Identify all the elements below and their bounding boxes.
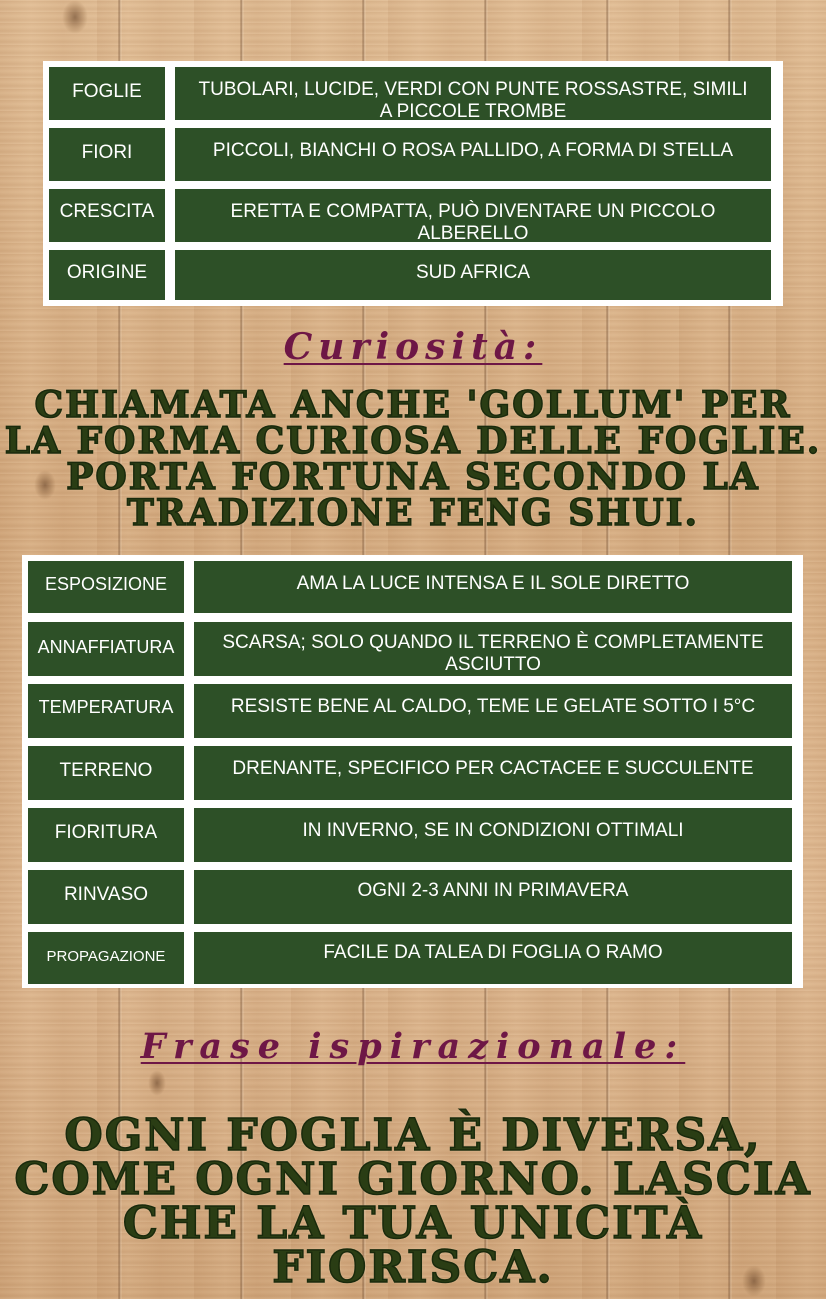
table-value-foglie: TUBOLARI, LUCIDE, VERDI CON PUNTE ROSSASTRE, SIMILI A PICCOLE TROMBE xyxy=(172,64,774,123)
frase-text: OGNI FOGLIA È DIVERSA, COME OGNI GIORNO. LASCIA CHE LA TUA UNICITÀ FIORISCA. xyxy=(14,1110,812,1293)
table-value-annaffiatura: SCARSA; SOLO QUANDO IL TERRENO È COMPLETAMENTE ASCIUTTO xyxy=(191,619,795,679)
table-label-rinvaso: RINVASO xyxy=(25,867,187,927)
table-value-esposizione: AMA LA LUCE INTENSA E IL SOLE DIRETTO xyxy=(191,558,795,616)
table-label-temperatura: TEMPERATURA xyxy=(25,681,187,741)
table-value-rinvaso: OGNI 2-3 ANNI IN PRIMAVERA xyxy=(191,867,795,927)
wood-knot-decoration xyxy=(62,0,88,34)
wood-knot-decoration xyxy=(148,1070,166,1096)
curiosita-heading: Curiosità: xyxy=(283,326,543,368)
table-label-origine: ORIGINE xyxy=(46,247,168,303)
table-value-temperatura: RESISTE BENE AL CALDO, TEME LE GELATE SOTTO I 5°C xyxy=(191,681,795,741)
table-value-fioritura: IN INVERNO, SE IN CONDIZIONI OTTIMALI xyxy=(191,805,795,865)
table-label-crescita: CRESCITA xyxy=(46,186,168,245)
frase-heading: Frase ispirazionale: xyxy=(140,1026,686,1067)
table-label-annaffiatura: ANNAFFIATURA xyxy=(25,619,187,679)
table-label-terreno: TERRENO xyxy=(25,743,187,803)
table-label-fioritura: FIORITURA xyxy=(25,805,187,865)
table-value-propagazione: FACILE DA TALEA DI FOGLIA O RAMO xyxy=(191,929,795,987)
table-label-esposizione: ESPOSIZIONE xyxy=(25,558,187,616)
table-value-fiori: PICCOLI, BIANCHI O ROSA PALLIDO, A FORMA DI STELLA xyxy=(172,125,774,184)
table-label-propagazione: PROPAGAZIONE xyxy=(25,929,187,987)
curiosita-text: CHIAMATA ANCHE 'GOLLUM' PER LA FORMA CURIOSA DELLE FOGLIE. PORTA FORTUNA SECONDO LA TRADIZIONE FENG SHUI. xyxy=(4,384,822,534)
info-table-top xyxy=(43,61,783,306)
table-value-terreno: DRENANTE, SPECIFICO PER CACTACEE E SUCCULENTE xyxy=(191,743,795,803)
table-value-crescita: ERETTA E COMPATTA, PUÒ DIVENTARE UN PICCOLO ALBERELLO xyxy=(172,186,774,245)
table-label-fiori: FIORI xyxy=(46,125,168,184)
table-label-foglie: FOGLIE xyxy=(46,64,168,123)
table-value-origine: SUD AFRICA xyxy=(172,247,774,303)
info-table-care xyxy=(22,555,803,988)
